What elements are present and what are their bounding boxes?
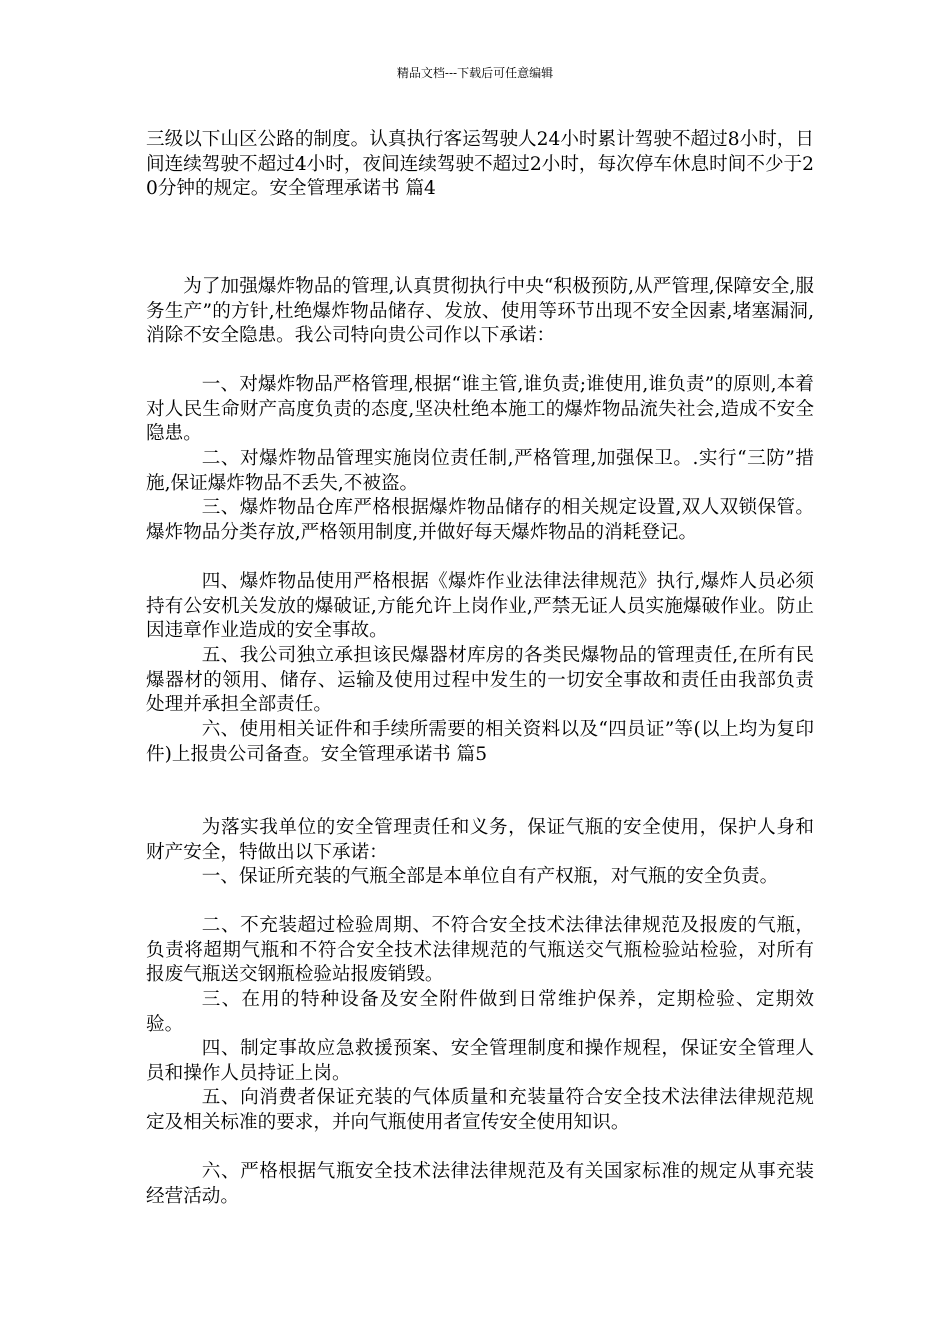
section4-item-6: 六、使用相关证件和手续所需要的相关资料以及“四员证”等(以上均为复印件)上报贵公司备查。安全管理承诺书 篇5 bbox=[146, 719, 814, 765]
section4-item-2: 二、对爆炸物品管理实施岗位责任制,严格管理,加强保卫。.实行“三防”措施,保证爆炸物品不丢失,不被盗。 bbox=[146, 448, 814, 494]
section5-item-1: 一、保证所充装的气瓶全部是本单位自有产权瓶，对气瓶的安全负责。 bbox=[201, 866, 779, 887]
section5-item-2: 二、不充装超过检验周期、不符合安全技术法律法律规范及报废的气瓶，负责将超期气瓶和不符合安全技术法律规范的气瓶送交气瓶检验站检验，对所有报废气瓶送交钢瓶检验站报废销毁。 bbox=[146, 915, 814, 986]
paragraph-continuation: 三级以下山区公路的制度。认真执行客运驾驶人24小时累计驾驶不超过8小时，日间连续驾驶不超过4小时，夜间连续驾驶不超过2小时，每次停车休息时间不少于20分钟的规定。安全管理承诺书 篇4 bbox=[146, 129, 814, 200]
section4-item-1: 一、对爆炸物品严格管理,根据“谁主管,谁负责;谁使用,谁负责”的原则,本着对人民生命财产高度负责的态度,坚决杜绝本施工的爆炸物品流失社会,造成不安全隐患。 bbox=[146, 374, 814, 445]
section5-item-5: 五、向消费者保证充装的气体质量和充装量符合安全技术法律法律规范规定及相关标准的要求，并向气瓶使用者宣传安全使用知识。 bbox=[146, 1087, 814, 1133]
section5-intro: 为落实我单位的安全管理责任和义务，保证气瓶的安全使用，保护人身和财产安全，特做出以下承诺： bbox=[146, 817, 814, 863]
section5-item-3: 三、在用的特种设备及安全附件做到日常维护保养，定期检验、定期效验。 bbox=[146, 989, 814, 1035]
section4-item-4: 四、爆炸物品使用严格根据《爆炸作业法律法律规范》执行,爆炸人员必须持有公安机关发放的爆破证,方能允许上岗作业,严禁无证人员实施爆破作业。防止因违章作业造成的安全事故。 bbox=[146, 571, 814, 642]
section4-item-3: 三、爆炸物品仓库严格根据爆炸物品储存的相关规定设置,双人双锁保管。爆炸物品分类存放,严格领用制度,并做好每天爆炸物品的消耗登记。 bbox=[146, 497, 814, 543]
page-header: 精品文档---下载后可任意编辑 bbox=[396, 66, 554, 80]
section5-item-6: 六、严格根据气瓶安全技术法律法律规范及有关国家标准的规定从事充装经营活动。 bbox=[146, 1161, 814, 1207]
section5-item-4: 四、制定事故应急救援预案、安全管理制度和操作规程，保证安全管理人员和操作人员持证上岗。 bbox=[146, 1038, 814, 1084]
section4-item-5: 五、我公司独立承担该民爆器材库房的各类民爆物品的管理责任,在所有民爆器材的领用、储存、运输及使用过程中发生的一切安全事故和责任由我部负责处理并承担全部责任。 bbox=[146, 645, 814, 716]
section4-intro: 为了加强爆炸物品的管理,认真贯彻执行中央“积极预防,从严管理,保障安全,服务生产”的方针,杜绝爆炸物品储存、发放、使用等环节出现不安全因素,堵塞漏洞,消除不安全隐患。我公司特向贵公司作以下承诺： bbox=[146, 276, 814, 347]
